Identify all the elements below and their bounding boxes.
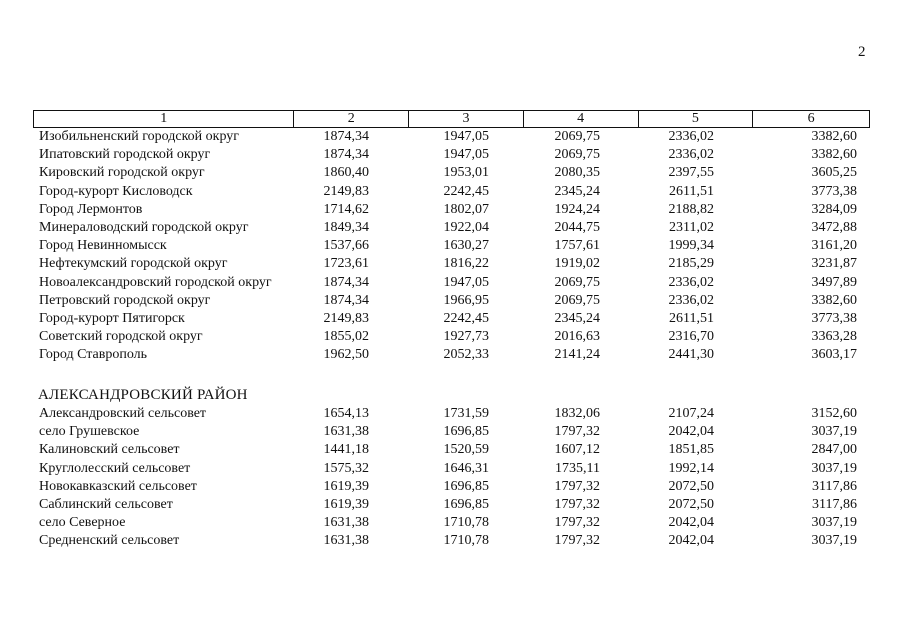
column-header-2: 2 bbox=[294, 111, 409, 127]
cell-value: 3037,19 bbox=[811, 424, 857, 440]
cell-value: 2611,51 bbox=[669, 183, 714, 199]
cell-value: 2185,29 bbox=[668, 256, 714, 272]
row-name: село Северное bbox=[39, 515, 126, 531]
row-name: Новоалександровский городской округ bbox=[39, 274, 272, 290]
cell-value: 2042,04 bbox=[668, 533, 714, 549]
table-row bbox=[33, 274, 870, 292]
cell-value: 1992,14 bbox=[668, 460, 714, 476]
cell-value: 1619,39 bbox=[323, 478, 369, 494]
cell-value: 3117,86 bbox=[812, 497, 857, 512]
cell-value: 1874,34 bbox=[323, 292, 369, 308]
cell-value: 3497,89 bbox=[811, 274, 857, 290]
row-name: Саблинский сельсовет bbox=[39, 497, 173, 512]
cell-value: 1619,39 bbox=[323, 497, 369, 512]
cell-value: 1441,18 bbox=[323, 442, 369, 458]
cell-value: 3773,38 bbox=[811, 183, 857, 199]
row-name: Новокавказский сельсовет bbox=[39, 478, 197, 494]
column-header-3: 3 bbox=[409, 111, 524, 127]
row-name: Минераловодский городской округ bbox=[39, 220, 249, 235]
page-number: 2 bbox=[858, 44, 866, 60]
cell-value: 1710,78 bbox=[443, 533, 489, 549]
row-name: Петровский городской округ bbox=[39, 292, 211, 308]
cell-value: 2311,02 bbox=[669, 220, 714, 235]
cell-value: 1757,61 bbox=[554, 238, 600, 254]
column-header-4: 4 bbox=[524, 111, 639, 127]
cell-value: 2242,45 bbox=[443, 183, 489, 199]
cell-value: 3472,88 bbox=[811, 220, 857, 235]
cell-value: 1874,34 bbox=[323, 147, 369, 163]
row-name: Советский городской округ bbox=[39, 329, 203, 345]
row-name: Ипатовский городской округ bbox=[39, 147, 211, 163]
table-row bbox=[33, 310, 870, 328]
column-header-1: 1 bbox=[34, 111, 294, 127]
table-row bbox=[33, 164, 870, 182]
cell-value: 1723,61 bbox=[323, 256, 369, 272]
cell-value: 1630,27 bbox=[443, 238, 489, 254]
cell-value: 3037,19 bbox=[811, 533, 857, 549]
cell-value: 2072,50 bbox=[668, 478, 714, 494]
cell-value: 1922,04 bbox=[443, 220, 489, 235]
cell-value: 1654,13 bbox=[323, 406, 369, 421]
column-header-6: 6 bbox=[807, 111, 815, 126]
cell-value: 3037,19 bbox=[811, 460, 857, 476]
cell-value: 1696,85 bbox=[443, 478, 489, 494]
cell-value: 2336,02 bbox=[668, 129, 714, 144]
table-row bbox=[33, 128, 870, 146]
cell-value: 2336,02 bbox=[668, 274, 714, 290]
cell-value: 3382,60 bbox=[811, 292, 857, 308]
cell-value: 1953,01 bbox=[443, 165, 489, 181]
cell-value: 1631,38 bbox=[323, 424, 369, 440]
cell-value: 2044,75 bbox=[554, 220, 600, 235]
table-row bbox=[33, 441, 870, 459]
cell-value: 1999,34 bbox=[668, 238, 714, 254]
cell-value: 2016,63 bbox=[554, 329, 600, 345]
cell-value: 1710,78 bbox=[443, 515, 489, 531]
cell-value: 3284,09 bbox=[811, 201, 857, 217]
cell-value: 3231,87 bbox=[811, 256, 857, 272]
cell-value: 1849,34 bbox=[323, 220, 369, 235]
section-title: АЛЕКСАНДРОВСКИЙ РАЙОН bbox=[38, 387, 248, 403]
table-row bbox=[33, 146, 870, 164]
cell-value: 1855,02 bbox=[323, 329, 369, 345]
row-name: Город Лермонтов bbox=[39, 201, 143, 217]
row-name: Город-курорт Пятигорск bbox=[39, 311, 185, 326]
cell-value: 1696,85 bbox=[443, 497, 489, 512]
cell-value: 3605,25 bbox=[811, 165, 857, 181]
cell-value: 1947,05 bbox=[443, 129, 489, 144]
cell-value: 1631,38 bbox=[323, 533, 369, 549]
row-name: Александровский сельсовет bbox=[39, 406, 207, 421]
cell-value: 1631,38 bbox=[323, 515, 369, 531]
cell-value: 2080,35 bbox=[554, 165, 600, 181]
cell-value: 1520,59 bbox=[443, 442, 489, 458]
cell-value: 2149,83 bbox=[323, 183, 369, 199]
cell-value: 2345,24 bbox=[554, 311, 600, 326]
cell-value: 2069,75 bbox=[554, 129, 600, 144]
column-header-5: 5 bbox=[639, 111, 754, 127]
table-header bbox=[33, 110, 870, 128]
table-row bbox=[33, 183, 870, 201]
cell-value: 2397,55 bbox=[668, 165, 714, 181]
cell-value: 1797,32 bbox=[554, 533, 600, 549]
row-name: Средненский сельсовет bbox=[39, 533, 180, 549]
cell-value: 3161,20 bbox=[811, 238, 857, 254]
cell-value: 1575,32 bbox=[323, 460, 369, 476]
cell-value: 1735,11 bbox=[555, 460, 600, 476]
cell-value: 3363,28 bbox=[811, 329, 857, 345]
table-row bbox=[33, 496, 870, 514]
table-row bbox=[33, 460, 870, 478]
cell-value: 1696,85 bbox=[443, 424, 489, 440]
table-row bbox=[33, 346, 870, 364]
table-row bbox=[33, 292, 870, 310]
cell-value: 2611,51 bbox=[669, 311, 714, 326]
cell-value: 1874,34 bbox=[323, 129, 369, 144]
table-row bbox=[33, 219, 870, 237]
table-row bbox=[33, 532, 870, 550]
cell-value: 3773,38 bbox=[811, 311, 857, 326]
cell-value: 1731,59 bbox=[443, 406, 489, 421]
cell-value: 3037,19 bbox=[811, 515, 857, 531]
row-name: село Грушевское bbox=[39, 424, 140, 440]
cell-value: 1924,24 bbox=[554, 201, 600, 217]
cell-value: 2847,00 bbox=[811, 442, 857, 458]
cell-value: 1919,02 bbox=[554, 256, 600, 272]
cell-value: 2336,02 bbox=[668, 292, 714, 308]
row-name: Круглолесский сельсовет bbox=[39, 460, 191, 476]
cell-value: 1832,06 bbox=[554, 406, 600, 421]
table-row bbox=[33, 237, 870, 255]
cell-value: 2441,30 bbox=[668, 347, 714, 363]
cell-value: 1797,32 bbox=[554, 515, 600, 531]
cell-value: 1947,05 bbox=[443, 274, 489, 290]
table-row bbox=[33, 478, 870, 496]
cell-value: 1927,73 bbox=[443, 329, 489, 345]
cell-value: 2242,45 bbox=[443, 311, 489, 326]
cell-value: 2069,75 bbox=[554, 147, 600, 163]
cell-value: 1816,22 bbox=[443, 256, 489, 272]
cell-value: 2052,33 bbox=[443, 347, 489, 363]
table-row bbox=[33, 405, 870, 423]
row-name: Нефтекумский городской округ bbox=[39, 256, 228, 272]
cell-value: 1962,50 bbox=[323, 347, 369, 363]
cell-value: 3382,60 bbox=[811, 129, 857, 144]
cell-value: 1851,85 bbox=[668, 442, 714, 458]
cell-value: 1537,66 bbox=[323, 238, 369, 254]
cell-value: 3603,17 bbox=[811, 347, 857, 363]
cell-value: 2316,70 bbox=[668, 329, 714, 345]
cell-value: 2141,24 bbox=[554, 347, 600, 363]
table-row bbox=[33, 328, 870, 346]
cell-value: 2072,50 bbox=[668, 497, 714, 512]
row-name: Калиновский сельсовет bbox=[39, 442, 180, 458]
cell-value: 1797,32 bbox=[554, 424, 600, 440]
cell-value: 1714,62 bbox=[323, 201, 369, 217]
cell-value: 2149,83 bbox=[323, 311, 369, 326]
cell-value: 1947,05 bbox=[443, 147, 489, 163]
cell-value: 2336,02 bbox=[668, 147, 714, 163]
cell-value: 3152,60 bbox=[811, 406, 857, 421]
cell-value: 2042,04 bbox=[668, 424, 714, 440]
cell-value: 2345,24 bbox=[554, 183, 600, 199]
cell-value: 1860,40 bbox=[323, 165, 369, 181]
cell-value: 1966,95 bbox=[443, 292, 489, 308]
cell-value: 1646,31 bbox=[443, 460, 489, 476]
table-row bbox=[33, 255, 870, 273]
cell-value: 2188,82 bbox=[668, 201, 714, 217]
cell-value: 1607,12 bbox=[554, 442, 600, 458]
cell-value: 1797,32 bbox=[554, 497, 600, 512]
cell-value: 3382,60 bbox=[811, 147, 857, 163]
cell-value: 1797,32 bbox=[554, 478, 600, 494]
row-name: Город Ставрополь bbox=[39, 347, 148, 363]
table-row bbox=[33, 423, 870, 441]
cell-value: 2069,75 bbox=[554, 292, 600, 308]
cell-value: 2042,04 bbox=[668, 515, 714, 531]
cell-value: 3117,86 bbox=[812, 478, 857, 494]
cell-value: 2107,24 bbox=[668, 406, 714, 421]
row-name: Город Невинномысск bbox=[39, 238, 167, 254]
row-name: Кировский городской округ bbox=[39, 165, 205, 181]
table-row bbox=[33, 514, 870, 532]
row-name: Город-курорт Кисловодск bbox=[39, 183, 193, 199]
cell-value: 2069,75 bbox=[554, 274, 600, 290]
cell-value: 1874,34 bbox=[323, 274, 369, 290]
table-row bbox=[33, 201, 870, 219]
row-name: Изобильненский городской округ bbox=[39, 129, 240, 144]
cell-value: 1802,07 bbox=[443, 201, 489, 217]
